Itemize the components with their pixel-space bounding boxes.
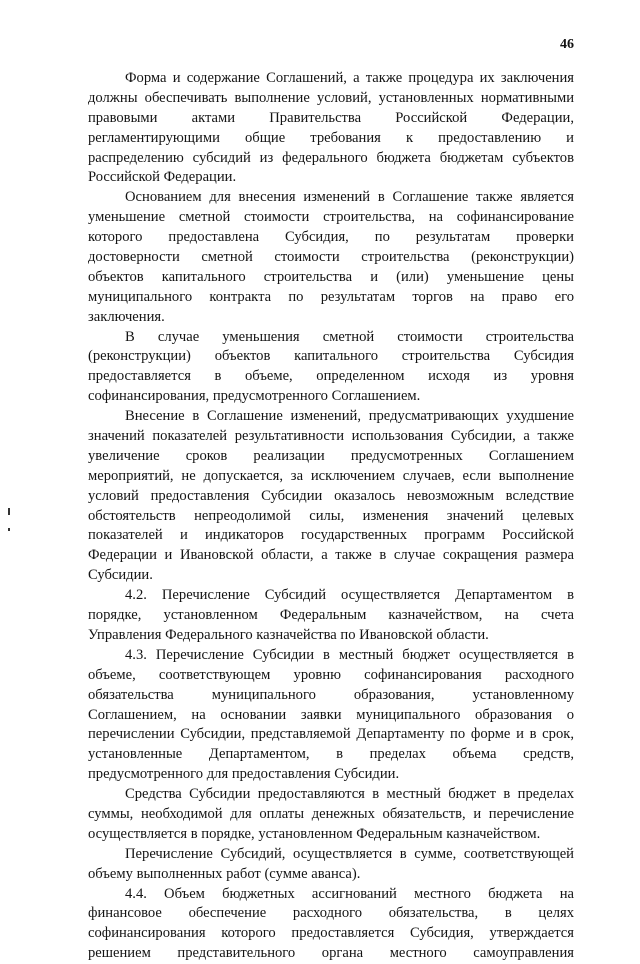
text-line: заключения.: [88, 308, 165, 325]
document-body: [88, 69, 574, 964]
text-line: объеме, соответствующем уровню софинансирования расходного: [88, 666, 574, 683]
text-line: Внесение в Соглашение изменений, предусматривающих ухудшение: [125, 408, 574, 425]
margin-mark: [8, 508, 10, 515]
text-line: суммы, необходимой для оплаты денежных обязательств, и перечисление: [88, 805, 574, 822]
margin-mark: [8, 528, 10, 531]
text-line: обязательства муниципального образования, установленному: [88, 686, 574, 703]
text-line: (реконструкции) объектов капитального строительства Субсидия: [88, 348, 574, 365]
text-line: установленные Департаментом, в пределах объема средств,: [88, 746, 574, 763]
text-line: Соглашением, на основании заявки муниципального образования о: [88, 706, 574, 723]
text-line: увеличение сроков реализации предусмотренных Соглашением: [88, 447, 574, 464]
text-line: которого предоставлена Субсидия, по результатам проверки: [88, 229, 574, 246]
text-line: предусмотренного для предоставления Субсидии.: [88, 766, 400, 783]
text-line: осуществляется в порядке, установленном Федеральным казначейством.: [88, 825, 541, 842]
text-line: значений показателей результативности использования Субсидии, а также: [88, 428, 574, 445]
text-line: муниципального контракта по результатам торгов на право его: [88, 288, 574, 305]
text-line: условий предоставления Субсидии оказалось невозможным вследствие: [88, 487, 574, 504]
text-line: 4.2. Перечисление Субсидий осуществляется Департаментом в: [125, 587, 574, 604]
text-line: перечислении Субсидии, представляемой Департаменту по форме и в срок,: [88, 726, 574, 743]
text-line: 4.3. Перечисление Субсидии в местный бюджет осуществляется в: [125, 646, 574, 663]
text-line: В случае уменьшения сметной стоимости строительства: [125, 328, 574, 345]
text-line: объектов капитального строительства и (или) уменьшение цены: [88, 268, 574, 285]
text-line: предоставляется в объеме, определенном исходя из уровня: [88, 368, 574, 385]
text-line: распределению субсидий из федерального бюджета бюджетам субъектов: [88, 149, 574, 166]
text-line: финансовое обеспечение расходного обязательства, в целях: [88, 905, 574, 922]
text-line: обстоятельств непреодолимой силы, изменения значений целевых: [88, 507, 574, 524]
text-line: должны обеспечивать выполнение условий, установленных нормативными: [88, 89, 574, 106]
text-line: правовыми актами Правительства Российской Федерации,: [88, 109, 574, 126]
text-line: Федерации и Ивановской области, а также в случае сокращения размера: [88, 547, 574, 564]
text-line: Перечисление Субсидий, осуществляется в сумме, соответствующей: [125, 845, 574, 862]
text-line: софинансирования которого предоставляется Субсидия, утверждается: [88, 925, 574, 942]
text-line: софинансирования, предусмотренного Соглашением.: [88, 388, 421, 405]
text-line: Форма и содержание Соглашений, а также процедура их заключения: [125, 70, 574, 86]
text-line: решением представительного органа местного самоуправления: [88, 945, 574, 962]
text-line: порядке, установленном Федеральным казначейством, на счета: [88, 607, 574, 624]
text-line: 4.4. Объем бюджетных ассигнований местного бюджета на: [125, 885, 574, 902]
text-line: объему выполненных работ (сумме аванса).: [88, 865, 361, 882]
text-line: мероприятий, не допускается, за исключением случаев, если выполнение: [88, 467, 574, 484]
text-line: регламентирующими общие требования к предоставлению и: [88, 129, 574, 146]
text-line: достоверности сметной стоимости строительства (реконструкции): [88, 249, 574, 266]
text-line: Субсидии.: [88, 567, 153, 584]
text-line: Российской Федерации.: [88, 169, 237, 186]
page-number: 46: [560, 37, 574, 52]
text-line: Управления Федерального казначейства по Ивановской области.: [88, 626, 489, 643]
text-line: показателей и индикаторов государственных программ Российской: [88, 527, 574, 544]
text-line: Основанием для внесения изменений в Соглашение также является: [125, 189, 574, 206]
text-line: уменьшение сметной стоимости строительства, на софинансирование: [88, 209, 574, 226]
text-line: Средства Субсидии предоставляются в местный бюджет в пределах: [125, 786, 574, 803]
